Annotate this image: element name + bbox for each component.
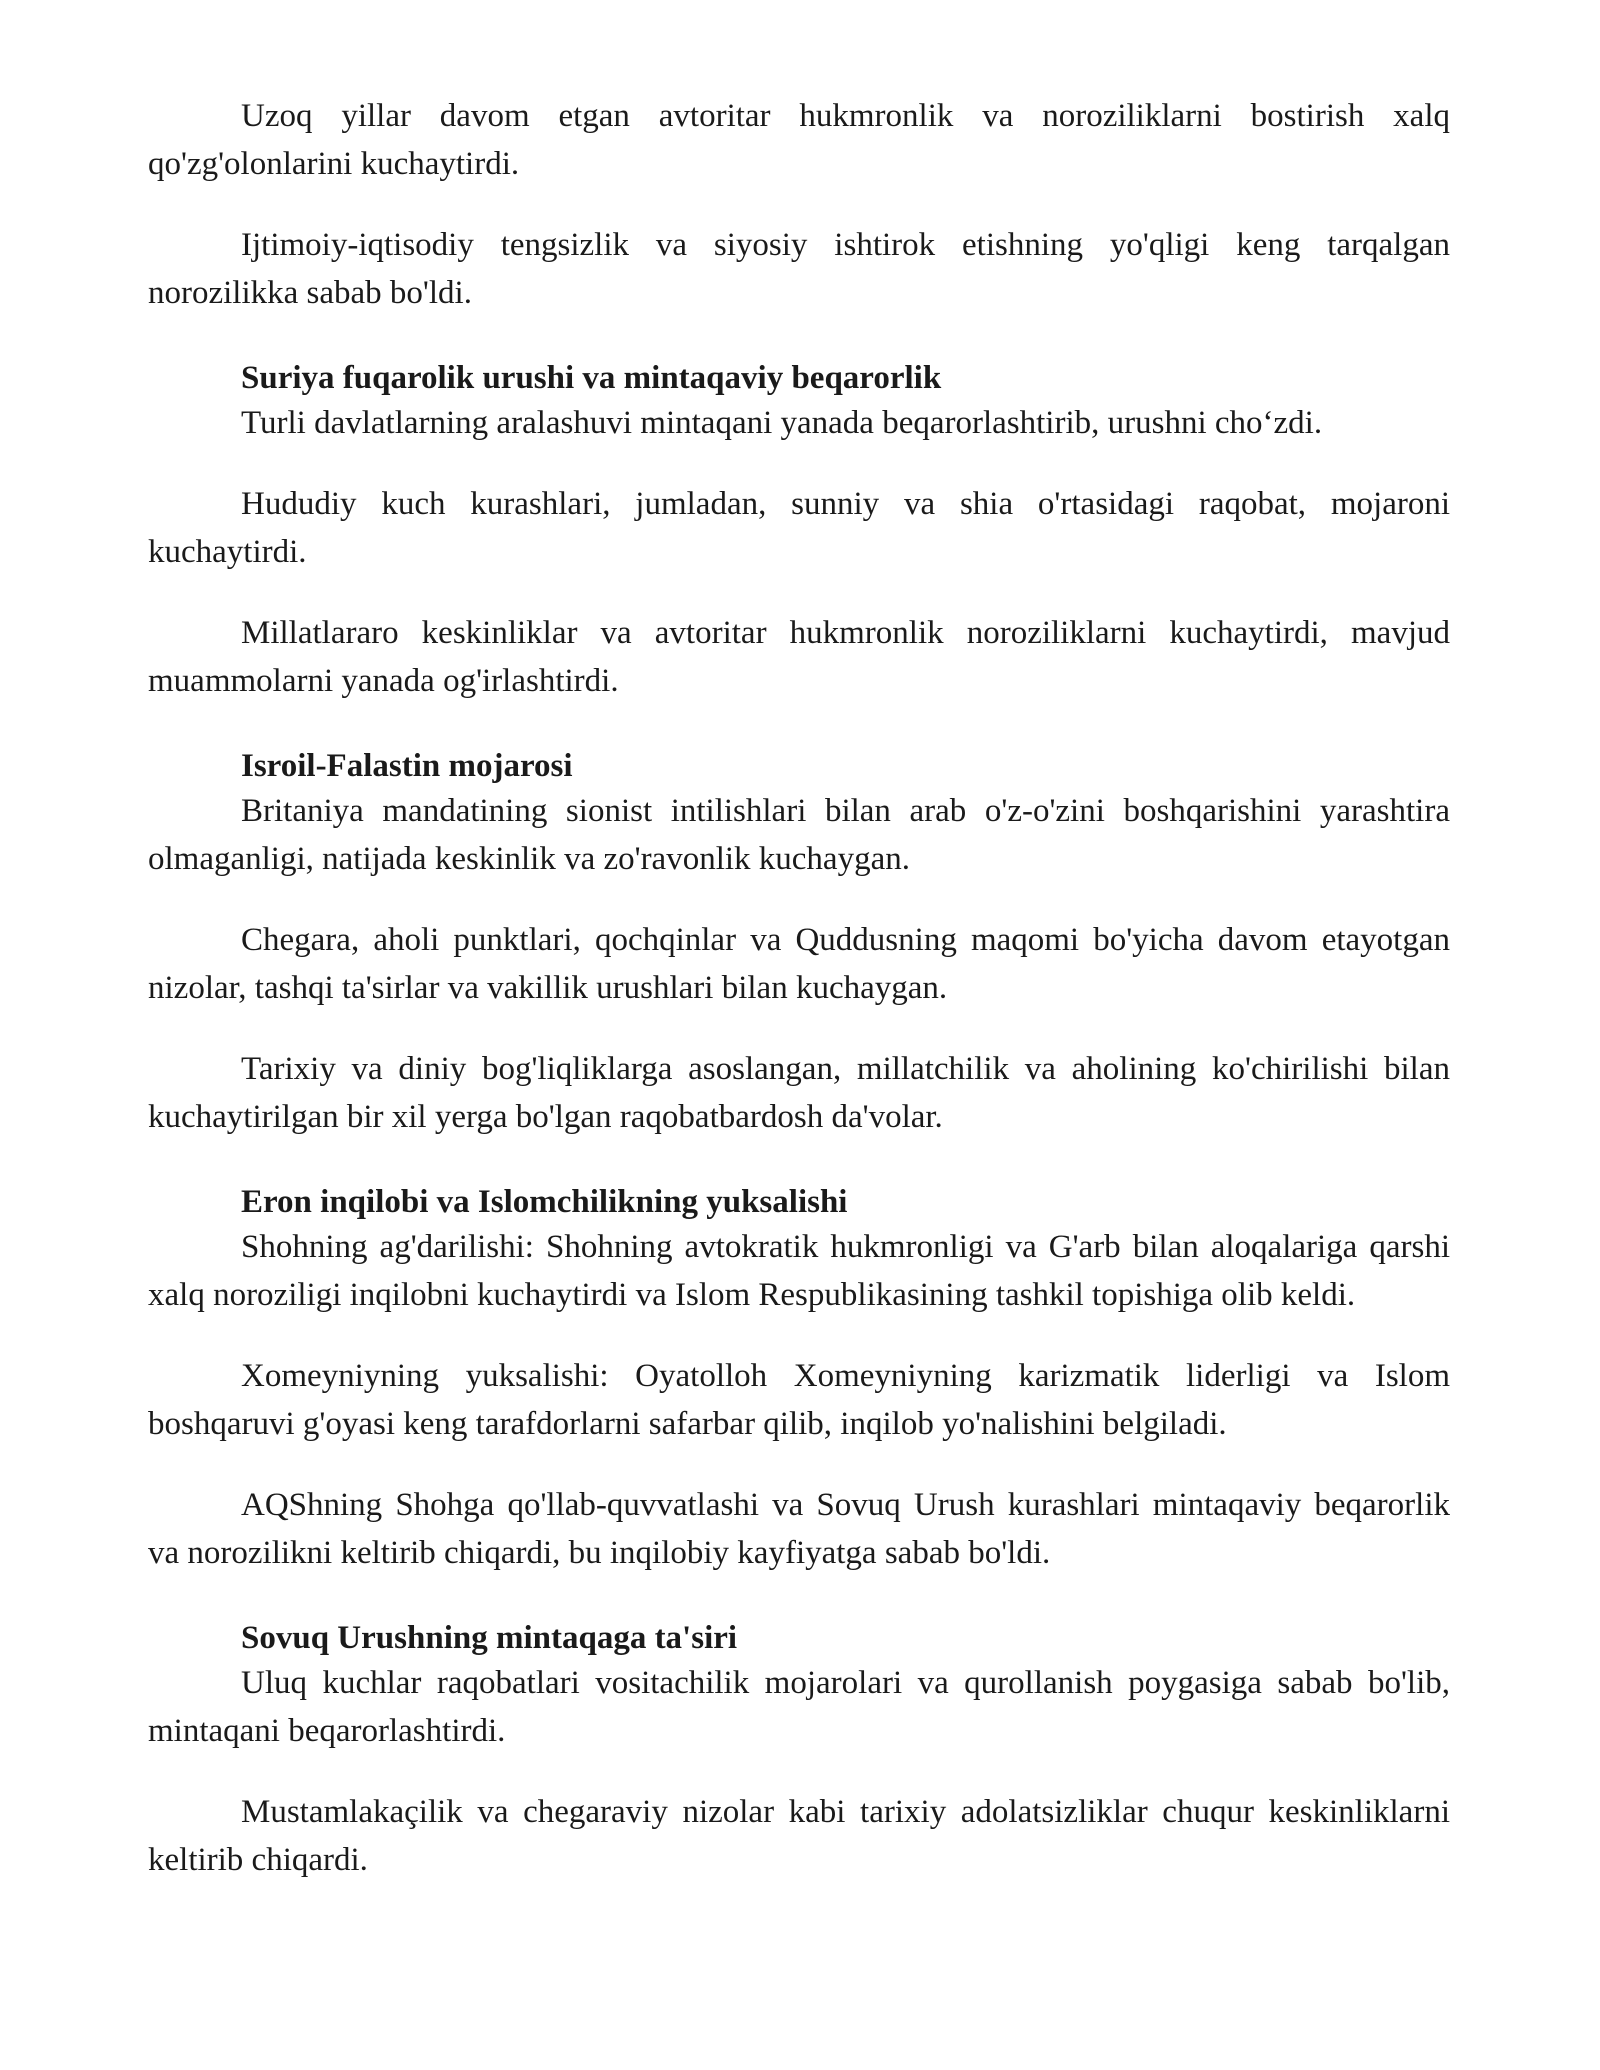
section-heading: Suriya fuqarolik urushi va mintaqaviy beqarorlik	[241, 360, 942, 396]
section-paragraph: Hududiy kuch kurashlari, jumladan, sunniy va shia o'rtasidagi raqobat, mojaroni kuchaytirdi.	[148, 486, 1450, 570]
section-paragraph: Mustamlakaçilik va chegaraviy nizolar kabi tarixiy adolatsizliklar chuqur keskinliklarni keltirib chiqardi.	[148, 1794, 1450, 1878]
section-paragraph: Britaniya mandatining sionist intilishlari bilan arab o'z-o'zini boshqarishini yarashtira olmaganligi, natijada keskinlik va zo'ravonlik kuchaygan.	[148, 793, 1450, 877]
section-paragraph: Tarixiy va diniy bog'liqliklarga asoslangan, millatchilik va aholining ko'chirilishi bilan kuchaytirilgan bir xil yerga bo'lgan raqobatbardosh da'volar.	[148, 1051, 1450, 1135]
section-heading: Isroil-Falastin mojarosi	[241, 748, 573, 784]
section-heading: Eron inqilobi va Islomchilikning yuksalishi	[241, 1184, 848, 1220]
section-heading: Sovuq Urushning mintaqaga ta'siri	[241, 1620, 738, 1656]
document-body	[148, 92, 1450, 1917]
section-israel-palestine	[148, 745, 1450, 1141]
section-paragraph: AQShning Shohga qo'llab-quvvatlashi va Sovuq Urush kurashlari mintaqaviy beqarorlik va norozilikni keltirib chiqardi, bu inqilobiy kayfiyatga sabab bo'ldi.	[148, 1487, 1450, 1571]
section-paragraph: Uluq kuchlar raqobatlari vositachilik mojarolari va qurollanish poygasiga sabab bo'lib, mintaqani beqarorlashtirdi.	[148, 1665, 1450, 1749]
section-paragraph: Xomeyniyning yuksalishi: Oyatolloh Xomeyniyning karizmatik liderligi va Islom boshqaruvi g'oyasi keng tarafdorlarni safarbar qilib, inqilob yo'nalishini belgiladi.	[148, 1358, 1450, 1442]
intro-paragraph-2: Ijtimoiy-iqtisodiy tengsizlik va siyosiy ishtirok etishning yo'qligi keng tarqalgan norozilikka sabab bo'ldi.	[148, 227, 1450, 311]
section-paragraph: Shohning ag'darilishi: Shohning avtokratik hukmronligi va G'arb bilan aloqalariga qarshi xalq noroziligi inqilobni kuchaytirdi va Islom Respublikasining tashkil topishiga olib keldi.	[148, 1229, 1450, 1313]
intro-paragraph-1: Uzoq yillar davom etgan avtoritar hukmronlik va noroziliklarni bostirish xalq qo'zg'olonlarini kuchaytirdi.	[148, 98, 1450, 182]
section-paragraph: Millatlararo keskinliklar va avtoritar hukmronlik noroziliklarni kuchaytirdi, mavjud muammolarni yanada og'irlashtirdi.	[148, 615, 1450, 699]
section-iran-revolution	[148, 1181, 1450, 1577]
section-cold-war	[148, 1617, 1450, 1884]
section-paragraph: Chegara, aholi punktlari, qochqinlar va Quddusning maqomi bo'yicha davom etayotgan nizolar, tashqi ta'sirlar va vakillik urushlari bilan kuchaygan.	[148, 922, 1450, 1006]
section-syria	[148, 357, 1450, 705]
section-paragraph: Turli davlatlarning aralashuvi mintaqani yanada beqarorlashtirib, urushni cho‘zdi.	[241, 405, 1323, 441]
